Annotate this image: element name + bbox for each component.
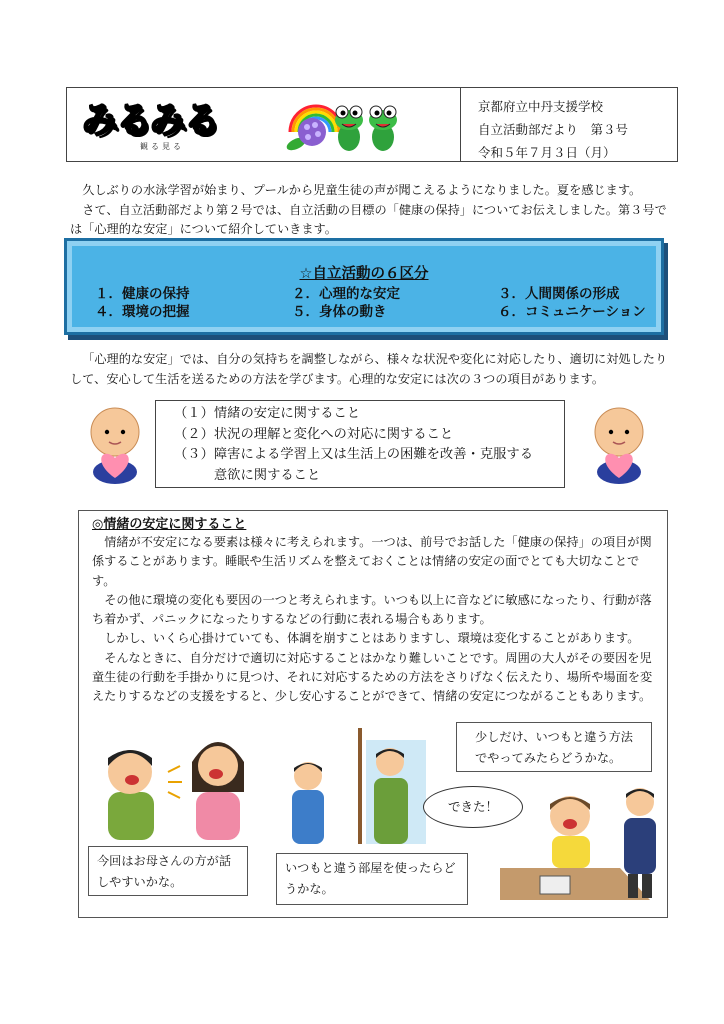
desk-success-illustration (500, 780, 670, 900)
school-info (478, 95, 628, 164)
logo-subtitle: 観る見る (140, 142, 184, 151)
newsletter-number: 自立活動部だより 第３号 (478, 122, 629, 137)
child-heart-illustration-right (586, 402, 652, 484)
frog-icon (369, 106, 397, 151)
header-divider (460, 88, 461, 161)
child-heart-illustration-left (82, 402, 148, 484)
issue-date: 令和５年７月３日（月） (478, 145, 616, 160)
item-line: （１）情緒の安定に関すること (174, 406, 361, 421)
category-item: ３．人間関係の形成 (498, 286, 620, 302)
caption-method: 少しだけ、いつもと違う方法でやってみたらどうかな。 (456, 722, 652, 772)
categories-title: ☆自立活動の６区分 (299, 266, 429, 282)
hydrangea-frogs-illustration (282, 92, 402, 158)
category-item: １．健康の保持 (95, 286, 190, 302)
items-box (155, 400, 565, 488)
intro-paragraph: 久しぶりの水泳学習が始まり、プールから児童生徒の声が聞こえるようになりました。夏を感じます。 (82, 183, 642, 197)
section-text (92, 533, 658, 707)
explain-text (70, 350, 670, 389)
doorway-illustration (280, 728, 430, 844)
section-paragraph: そんなときに、自分だけで適切に対応することはかなり難しいことです。周囲の大人がその要因を児童生徒の行動を手掛かりに見つけ、それに対応するための方法をさりげなく伝えたり、場所や場面を変えたりするなどの支援をすると、少し安心することができて、情緒の安定につながることもあります。 (92, 650, 653, 704)
intro-paragraph: さて、自立活動部だより第２号では、自立活動の目標の「健康の保持」についてお伝えしました。第３号では「心理的な安定」について紹介していきます。 (70, 202, 667, 236)
speech-bubble-done: できた！ (423, 786, 523, 828)
explain-paragraph: 「心理的な安定」では、自分の気持ちを調整しながら、様々な状況や変化に対応したり、適切に対処したりして、安心して生活を送るための方法を学びます。心理的な安定には次の３つの項目があります。 (70, 352, 668, 386)
section-paragraph: しかし、いくら心掛けていても、体調を崩すことはありますし、環境は変化することがあります。 (104, 631, 640, 646)
section-paragraph: その他に環境の変化も要因の一つと考えられます。いつも以上に音などに敏感になったり、行動が落ち着かず、パニックになったりするなどの行動に表れる場合もあります。 (92, 592, 652, 627)
item-line: （２）状況の理解と変化への対応に関すること (174, 426, 454, 442)
intro-text (70, 181, 670, 240)
item-line: 意欲に関すること (174, 467, 321, 483)
category-item: ５．身体の動き (292, 304, 387, 320)
category-item: ６．コミュニケーション (498, 304, 646, 320)
category-item: ２．心理的な安定 (292, 286, 400, 302)
newsletter-logo: みるみる (82, 100, 219, 141)
boy-mother-illustration (100, 722, 250, 840)
caption-mother: 今回はお母さんの方が話しやすいかな。 (88, 846, 248, 896)
section-title: ◎情緒の安定に関すること (92, 517, 247, 532)
school-name: 京都府立中丹支援学校 (478, 99, 604, 114)
section-paragraph: 情緒が不安定になる要素は様々に考えられます。一つは、前号でお話した「健康の保持」の項目が関係することがあります。睡眠や生活リズムを整えておくことは情緒の安定の面でとても大切なことです。 (92, 535, 652, 588)
caption-room: いつもと違う部屋を使ったらどうかな。 (276, 853, 468, 905)
item-line: （３）障害による学習上又は生活上の困難を改善・克服する (174, 447, 534, 462)
category-item: ４．環境の把握 (95, 304, 190, 320)
